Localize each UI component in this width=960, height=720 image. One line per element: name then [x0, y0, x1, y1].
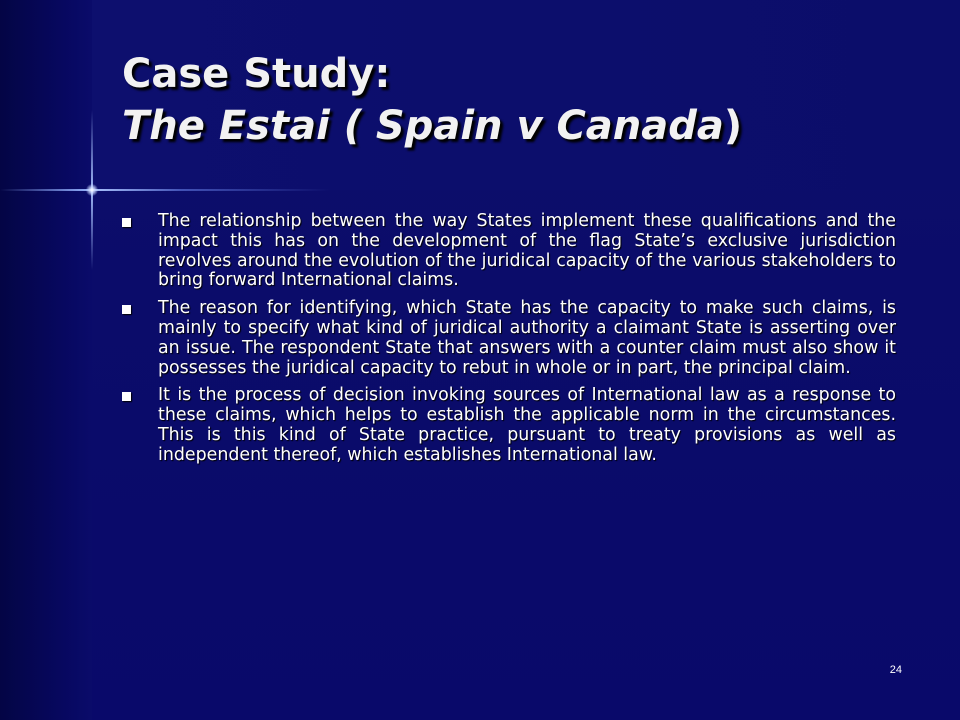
- bullet-item: [118, 212, 896, 291]
- sparkle-icon: [86, 184, 98, 196]
- horizontal-divider-line: [0, 189, 330, 191]
- bullet-item: [118, 299, 896, 378]
- page-number: 24: [889, 664, 902, 676]
- bullet-text: It is the process of decision invoking sources of International law as a response to these claims, which helps to establish the applicable norm in the circumstances. This is this kind of State practice, pursuant to treaty provisions as well as independent thereof, which establishes International law.: [158, 385, 896, 465]
- title-line-2: [122, 100, 742, 152]
- title-line-2-italic: The Estai ( Spain v Canada: [122, 103, 724, 149]
- bullet-text: The relationship between the way States implement these qualifications and the impact this has on the development of the flag State’s exclusive jurisdiction revolves around the evolution of the juridical capacity of the various stakeholders to bring forward International claims.: [158, 211, 896, 291]
- left-decorative-band: [0, 0, 92, 720]
- title-line-2-paren: ): [723, 103, 743, 149]
- title-line-1: Case Study:: [122, 51, 391, 97]
- square-bullet-icon: [122, 392, 131, 401]
- square-bullet-icon: [122, 218, 131, 227]
- square-bullet-icon: [122, 305, 131, 314]
- slide-title: [122, 48, 742, 152]
- bullet-list: [118, 212, 896, 474]
- bullet-text: The reason for identifying, which State has the capacity to make such claims, is mainly to specify what kind of juridical authority a claimant State is asserting over an issue. The respondent State that answers with a counter claim must also show it possesses the juridical capacity to rebut in whole or in part, the principal claim.: [158, 298, 896, 378]
- bullet-item: [118, 386, 896, 465]
